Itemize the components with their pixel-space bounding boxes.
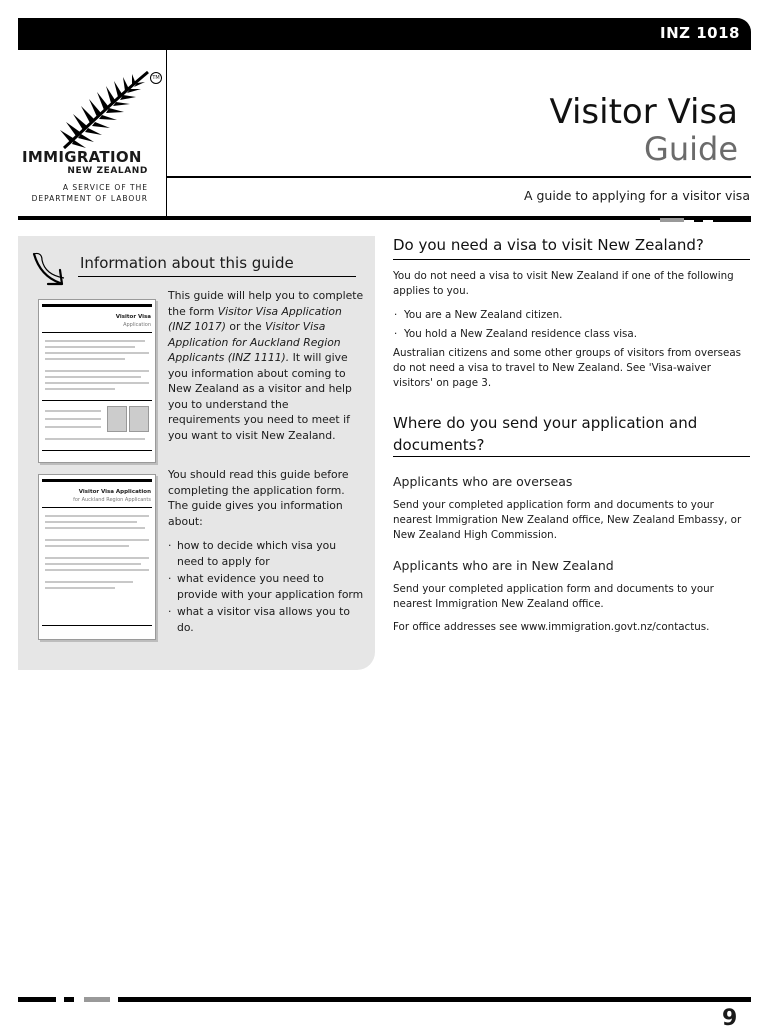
visa-exemption-list: [393, 306, 750, 344]
list-item: · what evidence you need to provide with your application form: [168, 571, 364, 602]
header-dash-black: [694, 218, 703, 222]
page-number: 9: [722, 1006, 738, 1031]
section-paragraph: Send your completed application form and documents to your nearest Immigration New Zealand office.: [393, 583, 714, 610]
list-item: · You hold a New Zealand residence class visa.: [393, 325, 750, 344]
subheading-in-nz: Applicants who are in New Zealand: [393, 558, 614, 573]
section-heading-need-visa: Do you need a visa to visit New Zealand?: [393, 236, 704, 254]
document-subtitle: A guide to applying for a visitor visa: [523, 188, 750, 203]
thumbnail-title: Visitor Visa Application: [78, 489, 151, 495]
section-paragraph: Australian citizens and some other groups of visitors from overseas do not need a visa to travel to New Zealand. See 'Visa-waiver visitors' on page 3.: [393, 347, 742, 389]
header-bottom-rule: [18, 216, 751, 220]
document-title: Visitor Visa: [549, 92, 738, 132]
header-bar: [18, 18, 751, 50]
list-item: · You are a New Zealand citizen.: [393, 306, 750, 325]
section-paragraph: You do not need a visa to visit New Zealand if one of the following applies to you.: [393, 270, 734, 297]
footer-bar: [64, 997, 74, 1002]
arrow-down-right-icon: [30, 250, 70, 290]
header-dash-black: [713, 218, 751, 222]
section-rule: [393, 259, 750, 260]
silver-fern-logo-icon: [60, 68, 152, 150]
form-thumbnail-inz1111: [38, 474, 156, 640]
trademark-mark: TM: [150, 72, 162, 84]
thumbnail-title: Visitor Visa: [115, 314, 151, 320]
logo-service-line-2: DEPARTMENT OF LABOUR: [31, 194, 148, 203]
subheading-overseas: Applicants who are overseas: [393, 474, 573, 489]
office-address-note: For office addresses see www.immigration.govt.nz/contactus.: [393, 621, 710, 633]
info-paragraph-1: This guide will help you to complete the form Visitor Visa Application (INZ 1017) or the Visitor Visa Application for Auckland Region Applicants (INZ 1111). It will give you information about coming to New Zealand as a visitor and help you to understand the requirements you need to meet if you want to visit New Zealand.: [168, 289, 364, 442]
header-rule: [166, 176, 751, 178]
section-paragraph: Send your completed application form and documents to your nearest Immigration New Zealand office, New Zealand Embassy, or New Zealand High Commission.: [393, 499, 742, 541]
footer-bar: [118, 997, 751, 1002]
info-bullet-list: [168, 538, 364, 637]
logo-service-line-1: A SERVICE OF THE: [62, 183, 148, 192]
form-name-inz1111: Visitor Visa Application for Auckland Region Applicants (INZ 1111).: [168, 320, 341, 364]
thumbnail-subtitle: for Auckland Region Applicants: [73, 497, 151, 503]
info-title-rule: [78, 276, 356, 277]
info-box-title: Information about this guide: [80, 254, 294, 272]
footer-bar: [18, 997, 56, 1002]
form-name-inz1017: Visitor Visa Application (INZ 1017): [168, 304, 342, 333]
logo-subwordmark: NEW ZEALAND: [67, 166, 148, 176]
list-item: · how to decide which visa you need to apply for: [168, 538, 364, 569]
document-title-sub: Guide: [644, 130, 738, 168]
form-thumbnail-inz1017: [38, 299, 156, 463]
list-item: · what a visitor visa allows you to do.: [168, 604, 364, 635]
section-rule: [393, 456, 750, 457]
logo-wordmark: IMMIGRATION: [22, 148, 142, 166]
info-paragraph-2: You should read this guide before completing the application form. The guide gives you information about:: [168, 468, 349, 528]
header-dash-grey: [660, 218, 684, 222]
section-heading-where-send: Where do you send your application and documents?: [393, 414, 698, 454]
form-code: INZ 1018: [660, 24, 740, 42]
thumbnail-subtitle: Application: [123, 322, 151, 328]
header-divider: [166, 50, 167, 218]
footer-bar-grey: [84, 997, 110, 1002]
